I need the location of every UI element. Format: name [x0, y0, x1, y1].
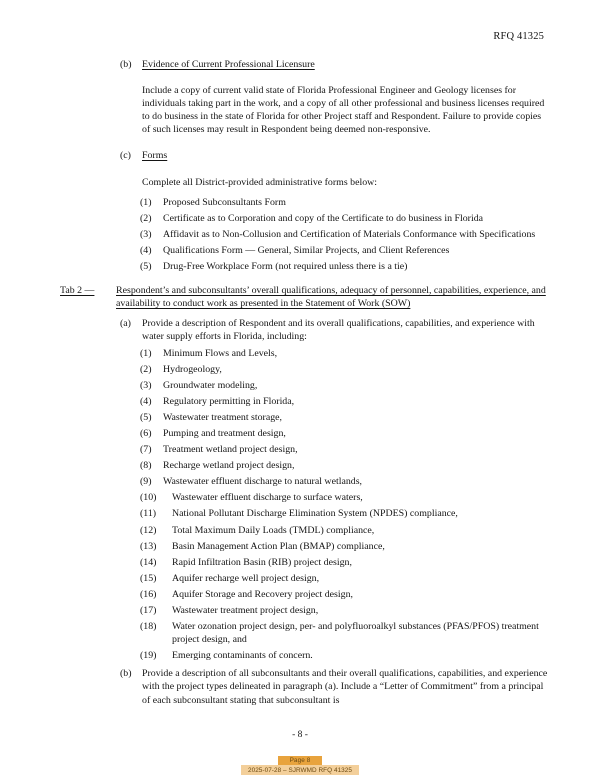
list-item-label: Pumping and treatment design, — [163, 427, 286, 439]
list-item — [140, 411, 548, 424]
list-item-label: Affidavit as to Non-Collusion and Certification of Materials Conformance with Specifications — [163, 228, 536, 240]
list-item-label: Regulatory permitting in Florida, — [163, 395, 295, 407]
list-item-label: Emerging contaminants of concern. — [172, 650, 313, 662]
list-item — [140, 260, 548, 273]
list-item-marker: (19) — [140, 650, 157, 662]
list-item-label: Wastewater effluent discharge to natural wetlands, — [163, 476, 363, 488]
list-item-marker: (1) — [140, 196, 152, 208]
list-item-label: Aquifer recharge well project design, — [172, 572, 320, 584]
section-item-c-title: Forms — [142, 150, 168, 162]
section-item-b-heading — [120, 58, 548, 71]
list-item — [140, 604, 548, 617]
list-item-label: Qualifications Form — General, Similar Projects, and Client References — [163, 244, 450, 256]
list-item-marker: (18) — [140, 621, 157, 633]
list-item-label: Groundwater modeling, — [163, 379, 258, 391]
list-item-label: Wastewater treatment storage, — [163, 411, 283, 423]
list-item — [140, 212, 548, 225]
section-item-b-body: Include a copy of current valid state of Florida Professional Engineer and Geology licenses for individuals taking part in the work, and a copy of all other professional and business licenses required to do business in the state of Florida for other Project staff and Respondent. Failure to provide copies of such licenses may result in Respondent being deemed non-responsive. — [142, 85, 545, 136]
section-item-b-marker: (b) — [120, 59, 132, 70]
list-item — [140, 244, 548, 257]
list-item-label: Recharge wetland project design, — [163, 460, 295, 472]
list-item-marker: (5) — [140, 261, 152, 273]
list-item — [140, 379, 548, 392]
section-item-b-title: Evidence of Current Professional Licensure — [142, 59, 315, 70]
tab2-marker: Tab 2 — — [60, 285, 95, 297]
list-item — [140, 524, 548, 537]
list-item — [140, 556, 548, 569]
list-item-marker: (12) — [140, 524, 157, 536]
list-item-marker: (3) — [140, 379, 152, 391]
list-item — [140, 649, 548, 662]
list-item — [140, 228, 548, 241]
list-item — [140, 540, 548, 553]
list-item-label: Minimum Flows and Levels, — [163, 347, 278, 359]
list-item-label: Rapid Infiltration Basin (RIB) project design, — [172, 556, 352, 568]
list-item-marker: (4) — [140, 244, 152, 256]
footer-stamp-source-label: 2025-07-28 – SJRWMD RFQ 41325 — [241, 765, 359, 775]
list-item-label: Wastewater treatment project design, — [172, 605, 319, 616]
list-item-label: Drug-Free Workplace Form (not required unless there is a tie) — [163, 261, 408, 273]
list-item — [140, 491, 548, 504]
list-item-label: Certificate as to Corporation and copy of the Certificate to do business in Florida — [163, 212, 484, 224]
list-item-marker: (10) — [140, 492, 157, 504]
list-item-marker: (11) — [140, 508, 157, 520]
section-item-c-marker: (c) — [120, 150, 131, 162]
list-item — [140, 620, 548, 646]
list-item-marker: (16) — [140, 588, 157, 600]
list-item-label: Water ozonation project design, per- and polyfluoroalkyl substances (PFAS/PFOS) treatment project design, and — [172, 621, 539, 646]
list-item-marker: (3) — [140, 228, 152, 240]
tab2-item-a-text: Provide a description of Respondent and its overall qualifications, capabilities, and experience with water supply efforts in Florida, including: — [142, 318, 535, 343]
list-item-marker: (2) — [140, 212, 152, 224]
list-item — [140, 196, 548, 209]
list-item-marker: (14) — [140, 556, 157, 568]
list-item — [140, 459, 548, 472]
list-item-marker: (1) — [140, 347, 152, 359]
list-item-label: Aquifer Storage and Recovery project design, — [172, 588, 353, 600]
list-item — [140, 572, 548, 585]
list-item-label: Basin Management Action Plan (BMAP) compliance, — [172, 540, 385, 552]
tab2-heading — [60, 284, 548, 310]
list-item-label: National Pollutant Discharge Elimination System (NPDES) compliance, — [172, 508, 458, 520]
list-item — [140, 363, 548, 376]
list-item-marker: (4) — [140, 395, 152, 407]
list-item — [140, 443, 548, 456]
list-item-label: Treatment wetland project design, — [163, 444, 298, 456]
list-item-marker: (17) — [140, 605, 157, 616]
list-item-label: Hydrogeology, — [163, 363, 222, 375]
list-item-marker: (9) — [140, 476, 152, 488]
page-number: - 8 - — [292, 730, 308, 740]
tab2-item-b-marker: (b) — [120, 668, 132, 680]
footer-stamp — [241, 756, 359, 775]
list-item — [140, 475, 548, 488]
tab2-title: Respondent’s and subconsultants’ overall qualifications, adequacy of personnel, capabilities, experience, and availability to conduct work as presented in the Statement of Work (SOW) — [116, 285, 546, 310]
list-item-marker: (8) — [140, 460, 152, 472]
document-body — [0, 58, 600, 707]
list-item — [140, 588, 548, 601]
tab2-item-a — [120, 317, 548, 343]
tab2-item-b — [120, 667, 548, 706]
list-item-label: Wastewater effluent discharge to surface waters, — [172, 492, 363, 504]
list-item-marker: (6) — [140, 427, 152, 439]
list-item — [140, 507, 548, 520]
tab2-item-b-text: Provide a description of all subconsultants and their overall qualifications, capabilities, and experience with the project types delineated in paragraph (a). Include a “Letter of Commitment” from a principal of each subconsultant stating that subconsultant is — [142, 668, 548, 706]
list-item-marker: (15) — [140, 572, 157, 584]
tab2-item-a-marker: (a) — [120, 318, 131, 330]
list-item-label: Proposed Subconsultants Form — [163, 196, 286, 208]
list-item-marker: (2) — [140, 363, 152, 375]
section-item-c-intro: Complete all District-provided administrative forms below: — [142, 176, 378, 188]
forms-list — [0, 196, 600, 273]
footer-stamp-page-label: Page 8 — [278, 756, 322, 765]
list-item — [140, 347, 548, 360]
list-item-marker: (7) — [140, 444, 152, 456]
list-item-marker: (5) — [140, 411, 152, 423]
list-item-label: Total Maximum Daily Loads (TMDL) compliance, — [172, 524, 375, 536]
document-header-rfq: RFQ 41325 — [493, 31, 544, 42]
list-item-marker: (13) — [140, 540, 157, 552]
section-item-c-heading — [120, 149, 548, 162]
list-item — [140, 395, 548, 408]
topics-list — [0, 347, 600, 663]
list-item — [140, 427, 548, 440]
